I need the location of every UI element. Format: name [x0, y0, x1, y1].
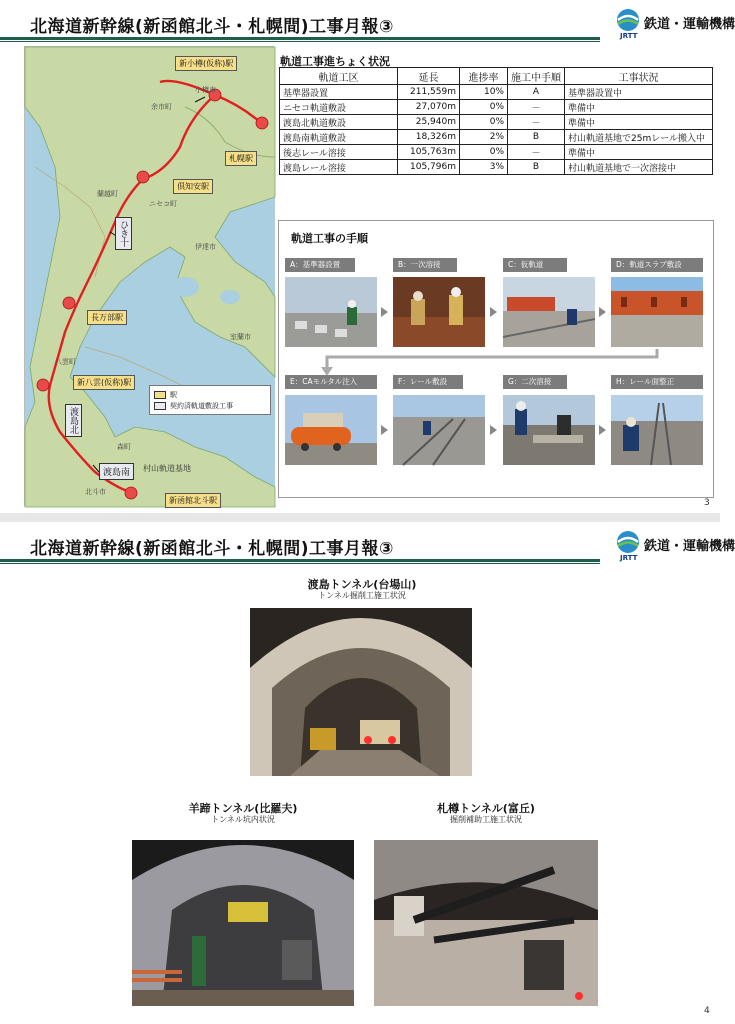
- cell-progress: 3%: [460, 160, 508, 175]
- photo-title-yotei-tunnel: 羊蹄トンネル(比羅夫): [188, 802, 298, 815]
- station-marker-oshamambe: [63, 297, 75, 309]
- cell-section: ニセコ軌道敷設: [280, 100, 398, 115]
- town-label: 余市町: [151, 103, 172, 111]
- route-label-oshima-south: 渡島南: [99, 463, 134, 480]
- step-photo-f: [393, 395, 485, 465]
- step-label-c: C：仮軌道: [503, 258, 567, 272]
- arrow-right-icon: [599, 425, 606, 435]
- station-label-kutchan: 倶知安駅: [173, 179, 213, 194]
- photo-sattaru-tunnel: [374, 840, 598, 1006]
- town-label: 北斗市: [85, 488, 106, 496]
- page-title: 北海道新幹線(新函館北斗・札幌間)工事月報③: [30, 17, 394, 37]
- step-label-h: H：レール面整正: [611, 375, 703, 389]
- arrow-right-icon: [490, 425, 497, 435]
- step-label-b: B：一次溶接: [393, 258, 457, 272]
- station-marker-shin-hakodate: [125, 487, 137, 499]
- cell-status: 基準器設置中: [565, 85, 713, 100]
- legend-item-track-contract: [154, 400, 266, 411]
- cell-progress: 0%: [460, 100, 508, 115]
- logo-organization-name: 鉄道・運輸機構: [644, 539, 735, 554]
- row-connector-arrow: [319, 349, 659, 377]
- cell-length: 211,559m: [398, 85, 460, 100]
- step-photo-d: [611, 277, 703, 347]
- slide-header: [0, 522, 735, 564]
- cell-length: 27,070m: [398, 100, 460, 115]
- base-label-murayama: 村山軌道基地: [143, 464, 191, 473]
- photo-yotei-tunnel: [132, 840, 354, 1006]
- column-header: 進捗率: [460, 68, 508, 85]
- table-row: [280, 115, 713, 130]
- cell-progress: 0%: [460, 145, 508, 160]
- cell-step: A: [508, 85, 565, 100]
- arrow-right-icon: [381, 307, 388, 317]
- page-separator: [0, 513, 720, 522]
- station-marker-sapporo: [256, 117, 268, 129]
- town-label: 伊達市: [195, 243, 216, 251]
- legend-swatch-station: [154, 391, 166, 399]
- cell-progress: 0%: [460, 115, 508, 130]
- cell-status: 村山軌道基地で25mレール搬入中: [565, 130, 713, 145]
- procedure-title: 軌道工事の手順: [291, 232, 368, 245]
- cell-status: 村山軌道基地で一次溶接中: [565, 160, 713, 175]
- cell-section: 基準器設置: [280, 85, 398, 100]
- cell-length: 105,763m: [398, 145, 460, 160]
- map-legend: [149, 385, 271, 415]
- header-rule: [0, 559, 600, 562]
- cell-length: 105,796m: [398, 160, 460, 175]
- cell-length: 18,326m: [398, 130, 460, 145]
- cell-status: 準備中: [565, 115, 713, 130]
- station-label-sapporo: 札幌駅: [225, 151, 257, 166]
- table-row: [280, 100, 713, 115]
- jrtt-logo-icon: [616, 530, 640, 554]
- table-row: [280, 145, 713, 160]
- slide-page-4: [0, 522, 735, 1024]
- jrtt-logo: [614, 530, 735, 562]
- cell-section: 渡島レール溶接: [280, 160, 398, 175]
- step-photo-b: [393, 277, 485, 347]
- photo-title-oshima-tunnel: 渡島トンネル(台場山): [307, 578, 417, 591]
- step-photo-a: [285, 277, 377, 347]
- table-row: [280, 160, 713, 175]
- header-rule-thin: [0, 563, 600, 564]
- column-header: 延長: [398, 68, 460, 85]
- cell-step: －: [508, 145, 565, 160]
- town-label: 八雲町: [55, 358, 76, 366]
- station-label-shin-otaru: 新小樽(仮称)駅: [175, 56, 237, 71]
- step-photo-c: [503, 277, 595, 347]
- station-marker-kutchan: [137, 171, 149, 183]
- map-graphic: [25, 47, 275, 507]
- column-header: 施工中手順: [508, 68, 565, 85]
- page-number: 4: [704, 1006, 710, 1016]
- logo-abbreviation: JRTT: [620, 32, 638, 40]
- station-marker-shin-yakumo: [37, 379, 49, 391]
- arrow-right-icon: [599, 307, 606, 317]
- cell-section: 渡島北軌道敷設: [280, 115, 398, 130]
- cell-status: 準備中: [565, 145, 713, 160]
- station-label-shin-hakodate: 新函館北斗駅: [165, 493, 221, 508]
- photo-oshima-tunnel: [250, 608, 472, 776]
- route-label-oshima-north: 渡島北: [65, 404, 82, 437]
- route-map: [24, 46, 274, 506]
- table-header-row: [280, 68, 713, 85]
- route-label-niseko: ひき十: [115, 217, 132, 250]
- legend-item-station: [154, 389, 266, 400]
- photo-caption-oshima-tunnel: トンネル掘削工施工状況: [318, 591, 406, 600]
- step-label-d: D：軌道スラブ敷設: [611, 258, 703, 272]
- logo-abbreviation: JRTT: [620, 554, 638, 562]
- town-label: 室蘭市: [230, 333, 251, 341]
- station-label-oshamambe: 長万部駅: [87, 310, 127, 325]
- column-header: 工事状況: [565, 68, 713, 85]
- step-photo-h: [611, 395, 703, 465]
- cell-step: －: [508, 100, 565, 115]
- arrow-right-icon: [381, 425, 388, 435]
- table-row: [280, 85, 713, 100]
- photo-caption-sattaru-tunnel: 掘削補助工施工状況: [450, 815, 522, 824]
- step-photo-g: [503, 395, 595, 465]
- town-label: 森町: [117, 443, 131, 451]
- track-procedure-panel: [278, 220, 714, 498]
- town-label: 蘭越町: [97, 190, 118, 198]
- jrtt-logo: [614, 8, 735, 40]
- cell-step: B: [508, 160, 565, 175]
- station-label-shin-yakumo: 新八雲(仮称)駅: [73, 375, 135, 390]
- town-label: ニセコ町: [149, 200, 177, 208]
- cell-status: 準備中: [565, 100, 713, 115]
- progress-table-title: 軌道工事進ちょく状況: [280, 55, 390, 68]
- legend-label: 駅: [170, 390, 177, 399]
- step-label-g: G：二次溶接: [503, 375, 567, 389]
- town-label: 小樽市: [195, 86, 216, 94]
- cell-progress: 10%: [460, 85, 508, 100]
- cell-progress: 2%: [460, 130, 508, 145]
- arrow-right-icon: [490, 307, 497, 317]
- step-label-f: F：レール敷設: [393, 375, 463, 389]
- column-header: 軌道工区: [280, 68, 398, 85]
- cell-length: 25,940m: [398, 115, 460, 130]
- step-photo-e: [285, 395, 377, 465]
- cell-step: B: [508, 130, 565, 145]
- jrtt-logo-icon: [616, 8, 640, 32]
- cell-step: －: [508, 115, 565, 130]
- cell-section: 後志レール溶接: [280, 145, 398, 160]
- legend-swatch-track: [154, 402, 166, 410]
- slide-header: [0, 0, 735, 42]
- table-row: [280, 130, 713, 145]
- legend-label: 契約済軌道敷設工事: [170, 401, 233, 410]
- header-rule: [0, 37, 600, 40]
- step-label-e: E：CAモルタル注入: [285, 375, 377, 389]
- photo-caption-yotei-tunnel: トンネル坑内状況: [211, 815, 275, 824]
- page-title: 北海道新幹線(新函館北斗・札幌間)工事月報③: [30, 539, 394, 559]
- page-number: 3: [704, 498, 710, 508]
- step-label-a: A：基準器設置: [285, 258, 355, 272]
- progress-table: [279, 67, 713, 175]
- header-rule-thin: [0, 41, 600, 42]
- cell-section: 渡島南軌道敷設: [280, 130, 398, 145]
- photo-title-sattaru-tunnel: 札樽トンネル(富丘): [437, 802, 535, 815]
- logo-organization-name: 鉄道・運輸機構: [644, 17, 735, 32]
